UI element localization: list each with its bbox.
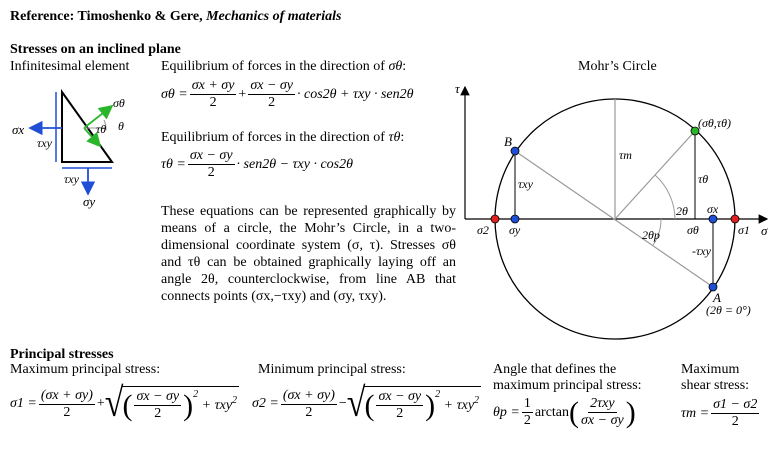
label-A-note: (2θ = 0°) [706,303,751,317]
eq1-tail: · cos2θ + τxy · sen2θ [297,86,414,102]
eq-tm-frac-den: 2 [731,414,739,429]
eq-s1-lhs: σ1 = [10,396,37,411]
eq-tp-inner-num: 2τxy [590,396,615,411]
angle-label-line2: maximum principal stress: [493,378,642,393]
point-sigma1 [731,215,739,223]
eq1-frac2 [248,78,295,111]
sqrt-sign-icon: √ [104,381,124,426]
label-sigma-theta: σθ [113,96,125,110]
eq-s2-inner-frac [376,389,423,422]
eq-s1-op: + [96,396,105,411]
eq-tp-fn: arctan [534,404,570,420]
eq-s2-square: 2 [435,389,441,400]
eq-tm-frac-num: σ1 − σ2 [713,397,758,412]
eq2-intro-sym: τθ [388,130,401,145]
paren-open-icon: ( [569,395,580,429]
eq1-intro-text: Equilibrium of forces in the direction of [161,59,389,74]
label-theta: θ [118,119,124,133]
element-label: Infinitesimal element [10,59,130,74]
eq-s1-square: 2 [193,389,199,400]
eq2-frac1 [188,148,235,181]
eq2-lhs: τθ = [161,156,186,172]
eq-tau-m [681,397,761,430]
two-theta-arc [655,175,675,219]
eq2-intro-text: Equilibrium of forces in the direction of [161,130,389,145]
label-sigma-theta: σθ [687,223,699,237]
eq-s2-frac-num: (σx + σy) [282,387,335,403]
element-diagram [0,80,150,230]
eq-s1-sqrt [104,381,239,426]
label-tau-theta: τθ [698,172,709,186]
paren-close-icon: ) [625,395,636,429]
section-heading-inclined: Stresses on an inclined plane [10,42,181,57]
eq-s1-exp: 2 [232,395,238,406]
eq-s1-frac-den: 2 [63,404,71,420]
paren-close-icon: ) [425,388,436,422]
label-neg-txy: -τxy [692,244,711,258]
point-sigma-y [511,215,519,223]
eq2-frac1-num: σx − σy [189,148,233,163]
eq-s1-frac-num: (σx + σy) [40,387,93,403]
label-point-stheta-ttheta: (σθ,τθ) [698,116,731,130]
section-heading-principal: Principal stresses [10,347,114,362]
label-sigma-y: σy [509,223,521,237]
eq2-intro [161,130,404,146]
eq-tp-frac-num: 1 [523,396,531,411]
paren-open-icon: ( [122,388,133,422]
eq1-frac2-num: σx − σy [250,78,294,93]
label-txy-left: τxy [37,136,52,150]
tau-axis-label: τ [455,81,460,96]
reference-prefix: Reference: Timoshenko & Gere, [10,9,207,24]
eq-s2-frac-den: 2 [305,404,313,420]
eq-tau-theta [161,148,353,181]
eq-sigma2 [252,381,481,426]
eq-s2-lhs: σ2 = [252,396,279,411]
shear-label [681,362,749,394]
eq1-intro-colon: : [402,59,407,74]
max-principal-label: Maximum principal stress: [10,362,161,377]
sigma-axis-label: σ [761,223,768,238]
eq1-intro [161,59,406,75]
eq-s2-op: − [338,396,347,411]
eq1-lhs: σθ = [161,86,188,102]
min-principal-label: Minimum principal stress: [258,362,406,377]
paren-close-icon: ) [183,388,194,422]
eq2-frac1-den: 2 [207,165,215,180]
eq-tp-lhs: θp = [493,404,520,420]
eq-s1-inner-num: σx − σy [136,389,180,404]
eq-theta-p [493,396,636,429]
eq-tp-inner-frac [581,396,624,429]
eq1-intro-sym: σθ [388,59,403,74]
eq-tm-lhs: τm = [681,405,710,421]
eq-tp-frac-den: 2 [523,413,531,428]
label-tau-theta: τθ [96,122,107,136]
eq2-tail: · sen2θ − τxy · cos2θ [236,156,353,172]
mohr-explanation-paragraph: These equations can be represented graphically by means of a circle, the Mohr’s Circle, in a two-dimensional coordinate system (σ, τ). Stresses σθ and τθ can be obtained graphically laying off an angle 2θ, counterclockwise, from line AB that connects points (σx,−τxy) and (σy, τxy). [161,204,456,304]
eq-tp-inner-den: σx − σy [581,413,624,428]
eq2-intro-colon: : [400,130,405,145]
eq-s1-tail: + τxy [201,397,233,413]
eq1-frac1-num: σx + σy [191,78,235,93]
point-sigma-x [709,215,717,223]
label-sigma-x: σx [707,202,719,216]
eq-tp-frac [522,396,533,429]
eq-s1-radicand [122,386,239,422]
point-B [511,147,519,155]
label-B: B [504,134,512,149]
label-sigma2: σ2 [477,223,489,237]
angle-label-line1: Angle that defines the [493,362,617,377]
eq-s2-exp: 2 [474,395,480,406]
eq-s1-frac [39,388,95,421]
eq-s2-radicand [364,386,481,422]
eq-s2-tail: + τxy [443,397,475,413]
label-A: A [713,290,721,305]
sqrt-sign-icon: √ [346,381,366,426]
reference-line [10,9,341,25]
eq-s2-inner-den: 2 [396,406,404,421]
paren-open-icon: ( [364,388,375,422]
label-tau-m: τm [619,148,632,162]
eq-sigma-theta [161,78,413,111]
reference-title: Mechanics of materials [206,9,342,24]
label-sigma-y: σy [83,194,96,209]
label-two-theta: 2θ [676,204,688,218]
label-two-theta-p: 2θp [642,228,660,242]
eq1-frac1 [190,78,237,111]
label-txy-bottom: τxy [64,172,79,186]
shear-label-line2: shear stress: [681,378,750,393]
shear-label-line1: Maximum [681,362,740,377]
eq-s1-inner-den: 2 [154,406,162,421]
eq-s2-frac [281,388,337,421]
mohr-title: Mohr’s Circle [578,59,657,74]
label-sigma-x: σx [12,122,25,137]
eq-s1-inner-frac [134,389,181,422]
eq-s2-inner-num: σx − σy [378,389,422,404]
eq1-plus: + [238,86,247,102]
eq-tm-frac [711,397,759,430]
label-sigma1: σ1 [738,223,750,237]
point-sigma2 [491,215,499,223]
angle-label [493,362,642,394]
eq-s2-sqrt [346,381,481,426]
eq1-frac2-den: 2 [268,95,276,110]
eq-sigma1 [10,381,239,426]
label-txy: τxy [518,177,533,191]
eq1-frac1-den: 2 [209,95,217,110]
mohr-circle-diagram [455,75,775,345]
